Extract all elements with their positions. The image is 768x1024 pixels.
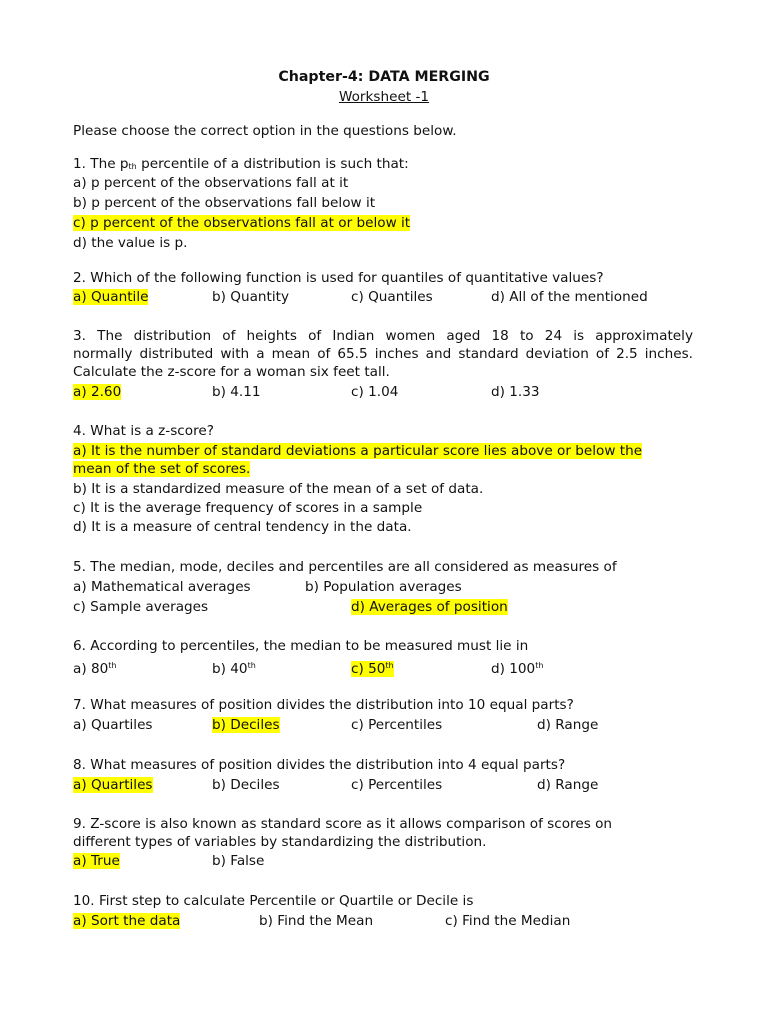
q3-option-c: c) 1.04 — [351, 384, 399, 400]
q2-stem: 2. Which of the following function is used for quantiles of quantitative values? — [73, 270, 604, 286]
q1-option-d: d) the value is p. — [73, 235, 188, 251]
page-subtitle: Worksheet -1 — [338, 89, 430, 105]
q4-option-d: d) It is a measure of central tendency in the data. — [73, 519, 412, 535]
q3-option-d: d) 1.33 — [491, 384, 540, 400]
q6-option-a: a) 80th — [73, 661, 117, 677]
q10-option-c: c) Find the Median — [445, 913, 571, 929]
q1-option-a: a) p percent of the observations fall at it — [73, 175, 349, 191]
q4-option-b: b) It is a standardized measure of the mean of a set of data. — [73, 481, 484, 497]
q8-stem: 8. What measures of position divides the distribution into 4 equal parts? — [73, 757, 566, 773]
q4-option-a-answer-line-1: a) It is the number of standard deviations a particular score lies above or below the — [73, 443, 643, 459]
q6-option-d: d) 100th — [491, 661, 544, 677]
q1-stem-subscript: th — [128, 162, 137, 171]
q4-stem: 4. What is a z-score? — [73, 423, 214, 439]
q10-option-a-answer: a) Sort the data — [73, 913, 181, 929]
q5-option-c: c) Sample averages — [73, 599, 209, 615]
q8-option-d: d) Range — [537, 777, 599, 793]
q1-option-b: b) p percent of the observations fall below it — [73, 195, 376, 211]
q9-option-b: b) False — [212, 853, 265, 869]
instructions: Please choose the correct option in the questions below. — [73, 123, 457, 139]
q9-stem-line-2: different types of variables by standardizing the distribution. — [73, 834, 487, 850]
q9-stem-line-1: 9. Z-score is also known as standard score as it allows comparison of scores on — [73, 816, 613, 832]
q10-option-b: b) Find the Mean — [259, 913, 374, 929]
q9-option-a-answer: a) True — [73, 853, 120, 869]
q5-option-b: b) Population averages — [305, 579, 462, 595]
q8-option-a-answer: a) Quartiles — [73, 777, 153, 793]
q7-option-c: c) Percentiles — [351, 717, 443, 733]
q3-stem-line-2: normally distributed with a mean of 65.5 inches and standard deviation of 2.5 inches. — [73, 346, 693, 362]
q3-stem-line-1: 3. The distribution of heights of Indian women aged 18 to 24 is approximately — [73, 328, 693, 344]
q7-option-b-answer: b) Deciles — [212, 717, 280, 733]
q8-option-c: c) Percentiles — [351, 777, 443, 793]
q2-option-b: b) Quantity — [212, 289, 289, 305]
q3-option-a-answer: a) 2.60 — [73, 384, 122, 400]
q5-stem: 5. The median, mode, deciles and percentiles are all considered as measures of — [73, 559, 617, 575]
q7-option-a: a) Quartiles — [73, 717, 153, 733]
q3-stem-line-3: Calculate the z-score for a woman six feet tall. — [73, 364, 390, 380]
q1-stem: 1. The $p_{th}$ percentile of a distribution is such that: — [73, 156, 409, 172]
q2-option-c: c) Quantiles — [351, 289, 433, 305]
q6-option-b: b) 40th — [212, 661, 256, 677]
q5-option-a: a) Mathematical averages — [73, 579, 251, 595]
q8-option-b: b) Deciles — [212, 777, 280, 793]
q6-stem: 6. According to percentiles, the median to be measured must lie in — [73, 638, 529, 654]
q5-option-d-answer: d) Averages of position — [351, 599, 508, 615]
page-title: Chapter-4: DATA MERGING — [278, 69, 490, 85]
q10-stem: 10. First step to calculate Percentile or Quartile or Decile is — [73, 893, 474, 909]
q3-option-b: b) 4.11 — [212, 384, 261, 400]
q7-stem: 7. What measures of position divides the distribution into 10 equal parts? — [73, 697, 574, 713]
q4-option-c: c) It is the average frequency of scores in a sample — [73, 500, 423, 516]
q7-option-d: d) Range — [537, 717, 599, 733]
q2-option-a-answer: a) Quantile — [73, 289, 149, 305]
q1-option-c-answer: c) p percent of the observations fall at or below it — [73, 215, 411, 231]
q4-option-a-answer-line-2: mean of the set of scores. — [73, 461, 251, 477]
q2-option-d: d) All of the mentioned — [491, 289, 648, 305]
q6-option-c-answer: c) 50th — [351, 661, 394, 677]
